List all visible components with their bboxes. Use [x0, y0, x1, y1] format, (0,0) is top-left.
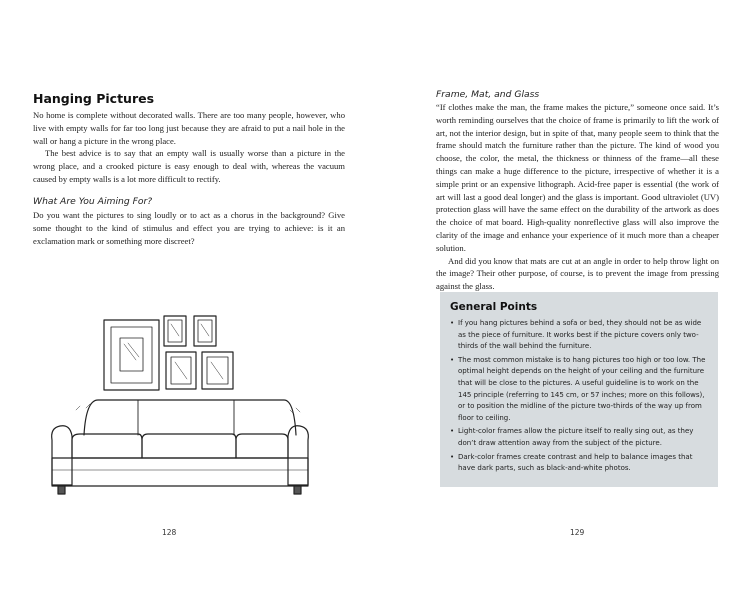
list-item: [450, 318, 708, 353]
page-number: 129: [570, 528, 585, 537]
aiming-paragraph: Do you want the pictures to sing loudly or to act as a chorus in the background? Give some thought to the kind of stimulus and effect you are trying to achieve: is it an exclamation mark or something more discreet?: [33, 210, 345, 246]
aiming-text-block: [33, 209, 345, 247]
bullet-icon: •: [450, 355, 455, 364]
left-page: [0, 0, 375, 600]
list-item: [450, 355, 708, 425]
list-item: [450, 426, 708, 449]
bullet-icon: •: [450, 427, 455, 436]
general-points-box: [440, 292, 718, 487]
small-picture-frame-1: [164, 316, 186, 346]
frame-subheading: Frame, Mat, and Glass: [436, 89, 540, 100]
intro-paragraph-1: No home is complete without decorated walls. There are too many people, however, who live with empty walls for far too long just because they are afraid to put a nail hole in the wall or hang a picture in the wrong place.: [33, 110, 345, 146]
frame-paragraph-2: And did you know that mats are cut at an angle in order to help throw light on the image? Their other purpose, of course, is to prevent the image from pressing against the glass.: [436, 255, 719, 292]
frame-text-block: [436, 101, 719, 293]
point-text: If you hang pictures behind a sofa or bed, they should not be as wide as the piece of furniture. It works best if the picture covers only two-thirds of the wall behind the furniture.: [458, 319, 702, 351]
sofa-with-pictures-illustration: [46, 310, 314, 500]
intro-paragraph-2: The best advice is to say that an empty wall is usually worse than a picture in the wrong place, and a crooked picture is easy enough to deal with, whereas the vacuum caused by empty walls is a lot more difficult to rectify.: [33, 148, 345, 184]
right-page: [376, 0, 751, 600]
general-points-title: General Points: [450, 301, 538, 313]
frame-paragraph-1: “If clothes make the man, the frame makes the picture,” someone once said. It’s worth reminding ourselves that the choice of frame is primarily to lift the work of art, not the interior design, but in spite of that, many people seem to think that the frame should match the furniture rather than the picture. The kind of wood you choose, the color, the metal, the thickness or thinness of the frame—all these things can make a huge difference to the picture, irrespective of whether it is a simple print or an expensive lithograph. Acid-free paper is essential (the work of art will last a good deal longer) and the glass is important. Good ultraviolet (UV) protection glass will have the same effect on the durability of the artwork as does the choice of mat board. High-quality nonreflective glass will also improve the clarity of the image and enhance your experience of it much more than a cheaper solution.: [436, 102, 719, 253]
bullet-icon: •: [450, 452, 455, 461]
sofa: [52, 400, 309, 494]
list-item: [450, 452, 708, 475]
point-text: Dark-color frames create contrast and help to balance images that have dark parts, such as black-and-white photos.: [458, 452, 693, 473]
aiming-subheading: What Are You Aiming For?: [33, 196, 153, 207]
bullet-icon: •: [450, 319, 455, 327]
large-picture-frame: [104, 320, 159, 390]
small-picture-frame-2: [194, 316, 216, 346]
point-text: Light-color frames allow the picture itself to really sing out, as they don’t draw attention away from the subject of the picture.: [458, 427, 694, 447]
medium-picture-frame-1: [166, 352, 196, 389]
page-number: 128: [162, 528, 177, 537]
point-text: The most common mistake is to hang pictures too high or too low. The optimal height depends on the height of your ceiling and the furniture that will be close to the pictures. A useful guideline is to work on the 145 principle (referring to 145 cm, or 57 inches; more on this follows), or to position the midline of the picture two-thirds of the way up from floor to ceiling.: [458, 355, 706, 422]
intro-text: [33, 109, 345, 186]
section-title: Hanging Pictures: [33, 91, 155, 106]
medium-picture-frame-2: [202, 352, 233, 389]
general-points-list: [450, 318, 708, 475]
